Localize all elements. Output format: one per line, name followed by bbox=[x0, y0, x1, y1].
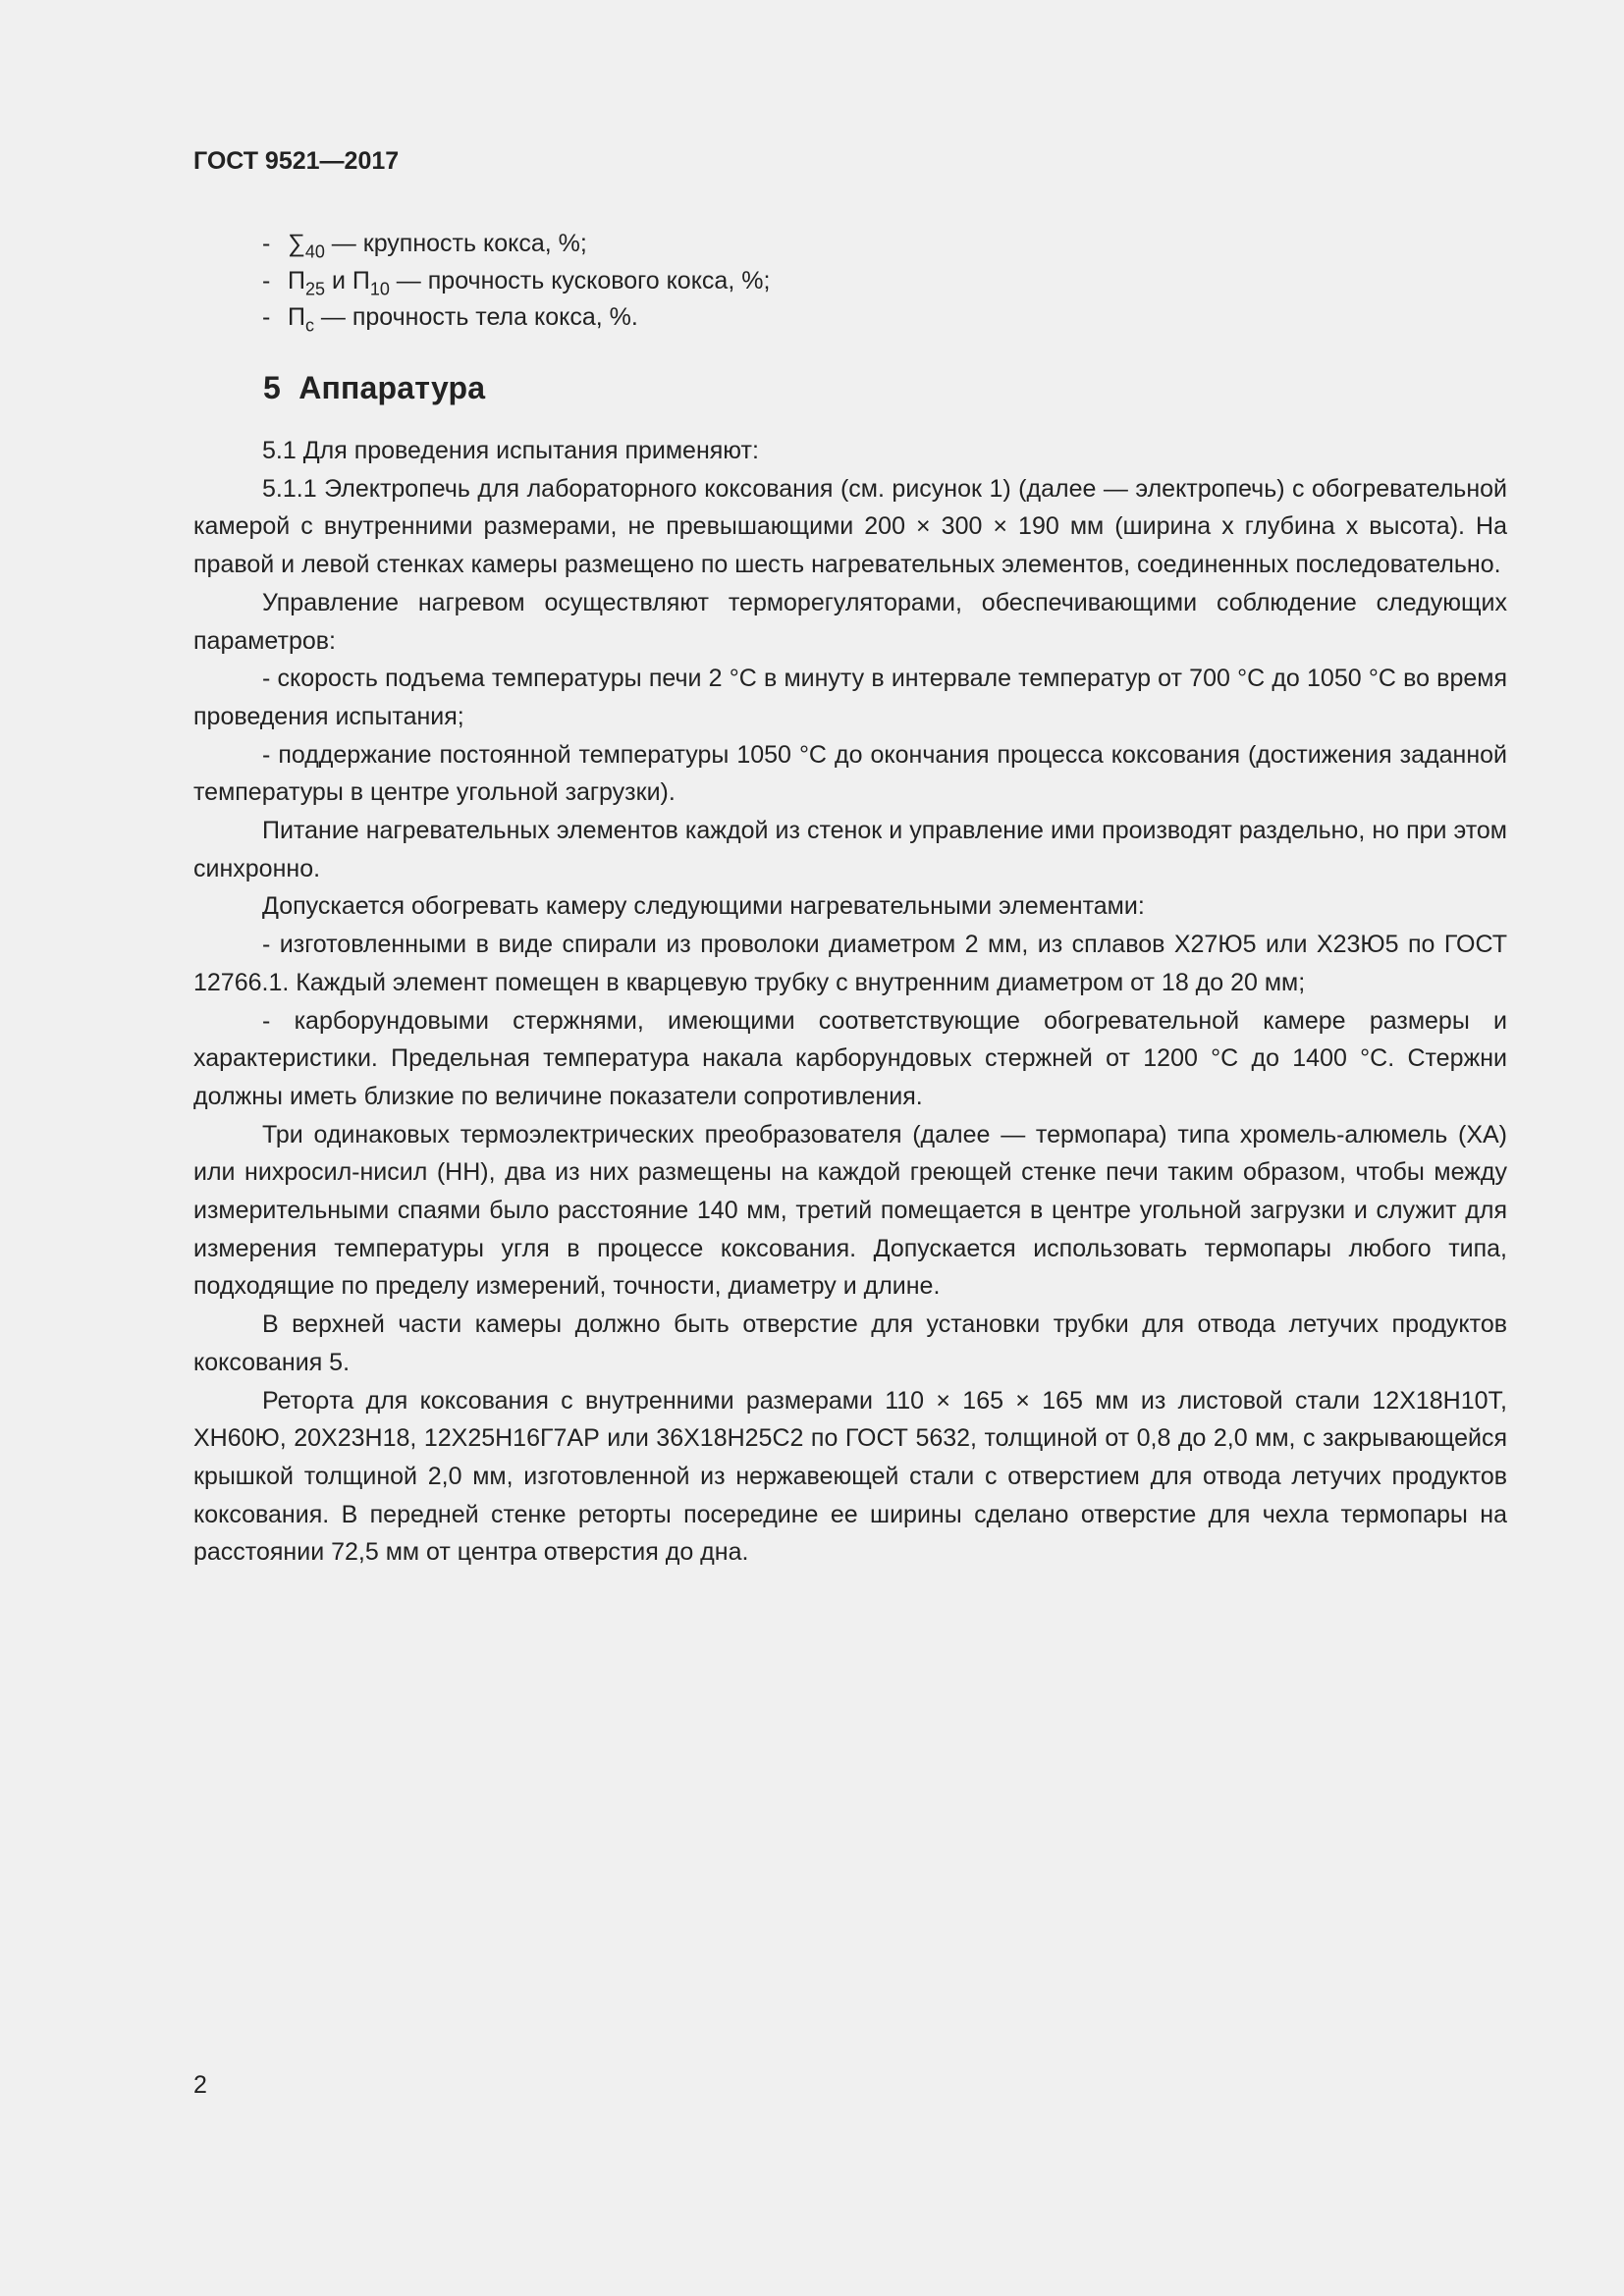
paragraph: Управление нагревом осуществляют терморегуляторами, обеспечивающими соблюдение следующих параметров: bbox=[193, 588, 1507, 655]
symbol: П bbox=[288, 266, 305, 294]
paragraph: - карборундовыми стержнями, имеющими соответствующие обогревательной камере размеры и характеристики. Предельная температура накала карборундовых стержней от 1200 °С до 1400 °С. Стержни должны иметь близкие по величине показатели сопротивления. bbox=[193, 1006, 1507, 1110]
page-number: 2 bbox=[193, 2071, 207, 2099]
symbol: П bbox=[288, 303, 305, 331]
paragraph: 5.1.1 Электропечь для лабораторного коксования (см. рисунок 1) (далее — электропечь) с обогревательной камерой с внутренними размерами, не превышающими 200 × 300 × 190 мм (ширина x глубина x высота). На правой и левой стенках камеры размещено по шесть нагревательных элементов, соединенных последовательно. bbox=[193, 474, 1507, 579]
paragraph: Ретορта для коксования с внутренними размерами 110 × 165 × 165 мм из листовой стали 12Х18Н10Т, ХН60Ю, 20Х23Н18, 12Х25Н16Г7АР или 36Х18Н25С2 по ГОСТ 5632, толщиной от 0,8 до 2,0 мм, с закрывающейся крышкой толщиной 2,0 мм, изготовленной из нержавеющей стали с отверстием для отвода летучих продуктов коксования. В передней стенке реторты посередине ее ширины сделано отверстие для чехла термопары на расстоянии 72,5 мм от центра отверстия до дна. bbox=[193, 1386, 1507, 1567]
section-body bbox=[193, 432, 1507, 1572]
symbol: ∑ bbox=[288, 230, 305, 257]
subscript: 10 bbox=[369, 278, 390, 298]
list-item bbox=[193, 299, 1507, 337]
paragraph: В верхней части камеры должно быть отверстие для установки трубки для отвода летучих продуктов коксования 5. bbox=[193, 1310, 1507, 1376]
subscript: с bbox=[304, 315, 314, 336]
paragraph: Допускается обогревать камеру следующими нагревательными элементами: bbox=[262, 892, 1145, 921]
list-dash: - bbox=[262, 230, 271, 257]
conjunction-symbol: и П bbox=[325, 266, 370, 294]
list-item-text: — прочность кускового кокса, %; bbox=[389, 266, 771, 294]
section-number: 5 bbox=[263, 370, 281, 405]
list-item-text: — крупность кокса, %; bbox=[324, 230, 587, 257]
paragraph: - изготовленными в виде спирали из проволоки диаметром 2 мм, из сплавов Х27Ю5 или Х23Ю5 по ГОСТ 12766.1. Каждый элемент помещен в кварцевую трубку с внутренним диаметром от 18 до 20 мм; bbox=[193, 931, 1507, 996]
section-heading bbox=[263, 370, 485, 406]
list-dash: - bbox=[262, 266, 271, 294]
paragraph: Питание нагревательных элементов каждой из стенок и управление ими производят раздельно, но при этом синхронно. bbox=[193, 817, 1507, 882]
subscript: 25 bbox=[304, 278, 325, 298]
paragraph: - поддержание постоянной температуры 1050 °С до окончания процесса коксования (достижения заданной температуры в центре угольной загрузки). bbox=[193, 740, 1507, 807]
list-dash: - bbox=[262, 303, 271, 331]
paragraph: 5.1 Для проведения испытания применяют: bbox=[262, 437, 759, 464]
paragraph: Три одинаковых термоэлектрических преобразователя (далее — термопара) типа хромель-алюмель (ХА) или нихросил-нисил (НН), два из них размещены на каждой греющей стенке печи таким образом, чтобы между измерительными спаями было расстояние 140 мм, третий помещается в центре угольной загрузки и служит для измерения температуры угля в процессе коксования. Допускается использовать термопары любого типа, подходящие по пределу измерений, точности, диаметру и длине. bbox=[193, 1120, 1507, 1301]
list-item-text: — прочность тела кокса, %. bbox=[313, 303, 638, 331]
paragraph: - скорость подъема температуры печи 2 °С в минуту в интервале температур от 700 °С до 1050 °С во время проведения испытания; bbox=[193, 665, 1507, 730]
list-item bbox=[193, 263, 1507, 300]
intro-list bbox=[193, 226, 1507, 337]
list-item bbox=[193, 226, 1507, 263]
section-title: Аппаратура bbox=[298, 370, 486, 405]
subscript: 40 bbox=[304, 241, 325, 262]
document-header: ГОСТ 9521—2017 bbox=[193, 147, 400, 175]
